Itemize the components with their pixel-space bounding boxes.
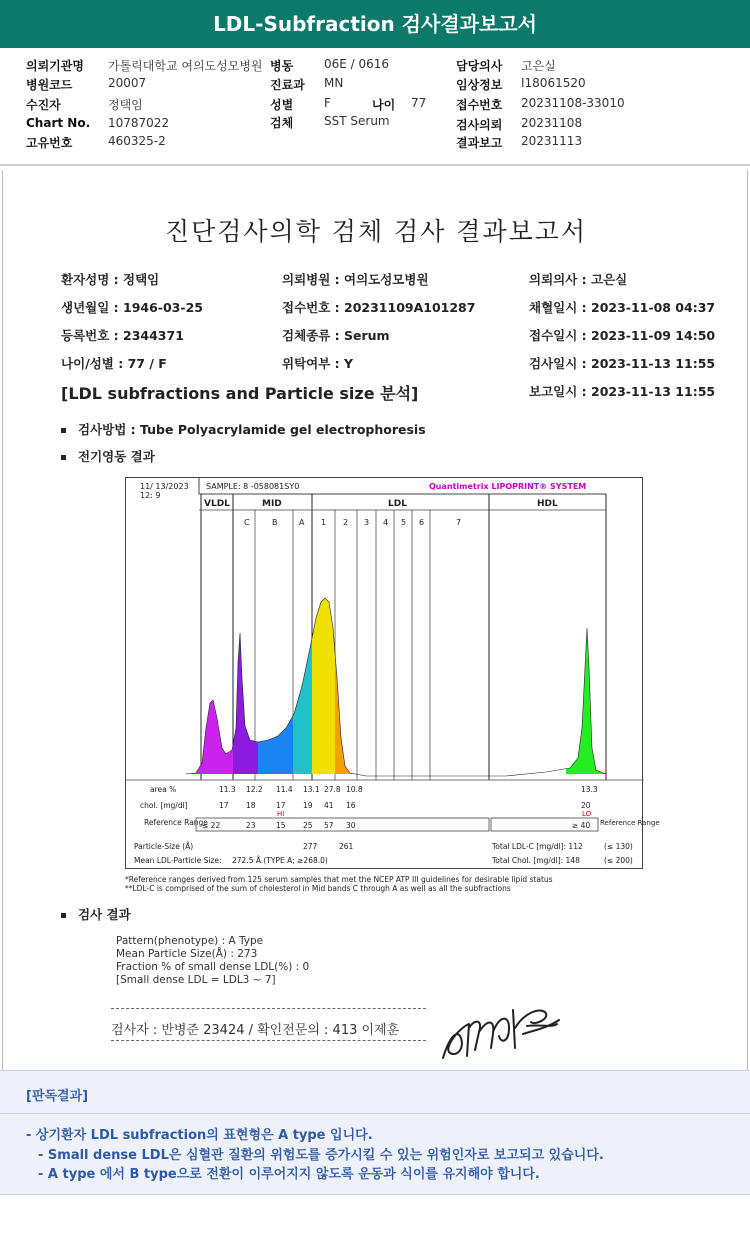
result-heading <box>61 905 131 923</box>
mean-size: 272.5 Å (TYPE A; ≥268.0) <box>232 856 328 865</box>
table-ref-b: 15 <box>276 821 286 830</box>
report-title: 진단검사의학 검체 검사 결과보고서 <box>164 217 588 246</box>
curve-fills <box>186 598 606 776</box>
table-chol-2: 16 <box>346 801 356 810</box>
header-label: 진료과 <box>270 78 305 92</box>
header-value: 460325-2 <box>108 134 166 148</box>
conclusion-panel <box>0 1070 750 1195</box>
header-value: 고은실 <box>521 59 556 73</box>
method-text: 검사방법 : Tube Polyacrylamide gel electrophoresis <box>78 422 426 437</box>
footnote-2: **LDL-C is comprised of the sum of cholesterol in Mid bands C through A as well as all the subfractions <box>125 884 511 893</box>
patient-name: 환자성명 : 정택임 <box>61 272 160 287</box>
registration-number: 등록번호 : 2344371 <box>61 328 184 343</box>
table-ref-c: 23 <box>246 821 256 830</box>
header-label: 담당의사 <box>456 59 503 73</box>
report-time: 보고일시 : 2023-11-13 11:55 <box>529 384 716 399</box>
table-area-2: 10.8 <box>346 785 363 794</box>
table-area-a: 13.1 <box>303 785 320 794</box>
group-label-vldl: VLDL <box>204 499 230 509</box>
header-value: 20231113 <box>521 134 583 148</box>
band-label-6: 6 <box>419 518 425 527</box>
conclusion-heading: [판독결과] <box>26 1089 89 1104</box>
age-sex: 나이/성별 : 77 / F <box>61 356 167 371</box>
header-label: 의뢰기관명 <box>26 59 84 73</box>
header-label: 임상정보 <box>456 78 503 92</box>
total-chol-ref: (≤ 200) <box>604 856 633 865</box>
table-ref-hdl: ≥ 40 <box>572 821 591 830</box>
total-ldl: Total LDL-C [mg/dl]: 112 <box>492 842 583 851</box>
fraction-mid-c <box>186 598 606 776</box>
collection-time: 채혈일시 : 2023-11-08 04:37 <box>529 300 716 315</box>
method-line <box>61 420 426 438</box>
particle-size-1: 277 <box>303 842 318 851</box>
band-label-4: 4 <box>383 518 389 527</box>
row-label-particle: Particle-Size (Å) <box>134 842 194 851</box>
table-ref-vldl: ≤ 22 <box>202 821 221 830</box>
requesting-doctor: 의뢰의사 : 고은실 <box>529 272 628 287</box>
band-label-c: C <box>244 518 250 527</box>
row-label-ref: Reference Range <box>144 818 208 827</box>
report-document <box>2 170 748 1070</box>
row-label-mean: Mean LDL-Particle Size: <box>134 856 222 865</box>
conclusion-line: - Small dense LDL은 심혈관 질환의 위험도를 증가시킬 수 있는 위험인자로 보고되고 있습니다. <box>38 1148 604 1163</box>
chart-sample: SAMPLE: 8 -058081SY0 <box>206 482 300 491</box>
table-area-hdl: 13.3 <box>581 785 598 794</box>
ref-label-right: Reference Range <box>600 819 660 827</box>
electrophoresis-chart <box>125 477 660 869</box>
outsourced: 위탁여부 : Y <box>282 356 354 371</box>
band-label-7: 7 <box>456 518 462 527</box>
table-area-vldl: 11.3 <box>219 785 236 794</box>
conclusion-line: - A type 에서 B type으로 전환이 이루어지지 않도록 운동과 식이를 유지해야 합니다. <box>38 1167 540 1182</box>
electrophoresis-svg <box>126 478 660 870</box>
band-label-1: 1 <box>321 518 327 527</box>
header-value: 06E / 0616 <box>324 57 390 71</box>
table-area-b: 11.4 <box>276 785 293 794</box>
footnote-1: *Reference ranges derived from 125 serum samples that met the NCEP ATP III guidelines for desirable lipid status <box>125 875 553 884</box>
flag-b: HI <box>277 810 285 818</box>
header-label: 접수번호 <box>456 98 503 112</box>
group-label-mid: MID <box>262 499 282 509</box>
chart-brand: Quantimetrix LIPOPRINT® SYSTEM <box>429 482 587 491</box>
conclusion-line: - 상기환자 LDL subfraction의 표현형은 A type 입니다. <box>26 1128 373 1143</box>
header-value: 가톨릭대학교 여의도성모병원 <box>108 59 263 73</box>
table-chol-hdl: 20 <box>581 801 591 810</box>
result-line: Mean Particle Size(Å) : 273 <box>116 948 258 960</box>
specimen-type: 검체종류 : Serum <box>282 328 390 343</box>
header-label: 병동 <box>270 59 294 73</box>
header-value: 10787022 <box>108 116 170 130</box>
conclusion-separator <box>0 1113 750 1114</box>
table-chol-a: 19 <box>303 801 313 810</box>
receipt-number: 접수번호 : 20231109A101287 <box>282 300 476 315</box>
band-label-3: 3 <box>364 518 370 527</box>
page-title: LDL-Subfraction 검사결과보고서 <box>0 0 750 48</box>
signature <box>435 998 570 1066</box>
divider <box>111 1040 426 1041</box>
header-label: 검사의뢰 <box>456 118 503 132</box>
requesting-hospital: 의뢰병원 : 여의도성모병원 <box>282 272 429 287</box>
flag-hdl: LO <box>582 810 592 818</box>
header-value: F <box>324 96 331 110</box>
result-line: Fraction % of small dense LDL(%) : 0 <box>116 961 310 973</box>
result-title: 검사 결과 <box>78 907 131 922</box>
receipt-time: 접수일시 : 2023-11-09 14:50 <box>529 328 716 343</box>
header-info <box>0 48 750 166</box>
row-label-chol: chol. [mg/dl] <box>140 801 188 810</box>
divider <box>111 1008 426 1009</box>
header-label: Chart No. <box>26 116 91 130</box>
header-label: 결과보고 <box>456 136 503 150</box>
row-label-area: area % <box>150 785 177 794</box>
header-label: 수진자 <box>26 98 61 112</box>
header-label: 성별 <box>270 98 294 112</box>
age-value: 77 <box>411 96 427 110</box>
table-chol-b: 17 <box>276 801 286 810</box>
header-value: 20007 <box>108 76 147 90</box>
table-chol-1: 41 <box>324 801 334 810</box>
table-values <box>202 785 598 830</box>
header-label: 고유번호 <box>26 136 73 150</box>
header-value: 정택임 <box>108 98 143 112</box>
total-ldl-ref: (≤ 130) <box>604 842 633 851</box>
chart-date: 11/ 13/2023 <box>140 482 189 491</box>
header-value: 20231108-33010 <box>521 96 625 110</box>
header-value: MN <box>324 76 344 90</box>
band-label-2: 2 <box>343 518 349 527</box>
table-ref-1: 57 <box>324 821 334 830</box>
result-line: Pattern(phenotype) : A Type <box>116 935 264 947</box>
table-ref-2: 30 <box>346 821 356 830</box>
header-label: 검체 <box>270 116 294 130</box>
test-time: 검사일시 : 2023-11-13 11:55 <box>529 356 716 371</box>
electro-title: 전기영동 결과 <box>78 449 155 464</box>
table-chol-c: 18 <box>246 801 256 810</box>
table-ref-a: 25 <box>303 821 313 830</box>
table-area-1: 27.8 <box>324 785 341 794</box>
group-label-ldl: LDL <box>388 499 407 509</box>
band-label-5: 5 <box>401 518 407 527</box>
particle-size-2: 261 <box>339 842 354 851</box>
header-value: SST Serum <box>324 114 390 128</box>
chart-time: 12: 9 <box>140 491 161 500</box>
total-chol: Total Chol. [mg/dl]: 148 <box>492 856 580 865</box>
table-chol-vldl: 17 <box>219 801 229 810</box>
electro-heading <box>61 447 155 465</box>
table-area-c: 12.2 <box>246 785 263 794</box>
birth-date: 생년월일 : 1946-03-25 <box>61 300 203 315</box>
band-label-b: B <box>272 518 278 527</box>
section-title: [LDL subfractions and Particle size 분석] <box>61 384 419 403</box>
band-label-a: A <box>299 518 305 527</box>
header-value: 20231108 <box>521 116 583 130</box>
header-label: 병원코드 <box>26 78 73 92</box>
examiner-line: 검사자 : 반병준 23424 / 확인전문의 : 413 이제훈 <box>111 1023 400 1038</box>
result-line: [Small dense LDL = LDL3 ~ 7] <box>116 974 276 986</box>
age-label: 나이 <box>372 98 396 112</box>
group-label-hdl: HDL <box>537 499 558 509</box>
header-value: I18061520 <box>521 76 586 90</box>
